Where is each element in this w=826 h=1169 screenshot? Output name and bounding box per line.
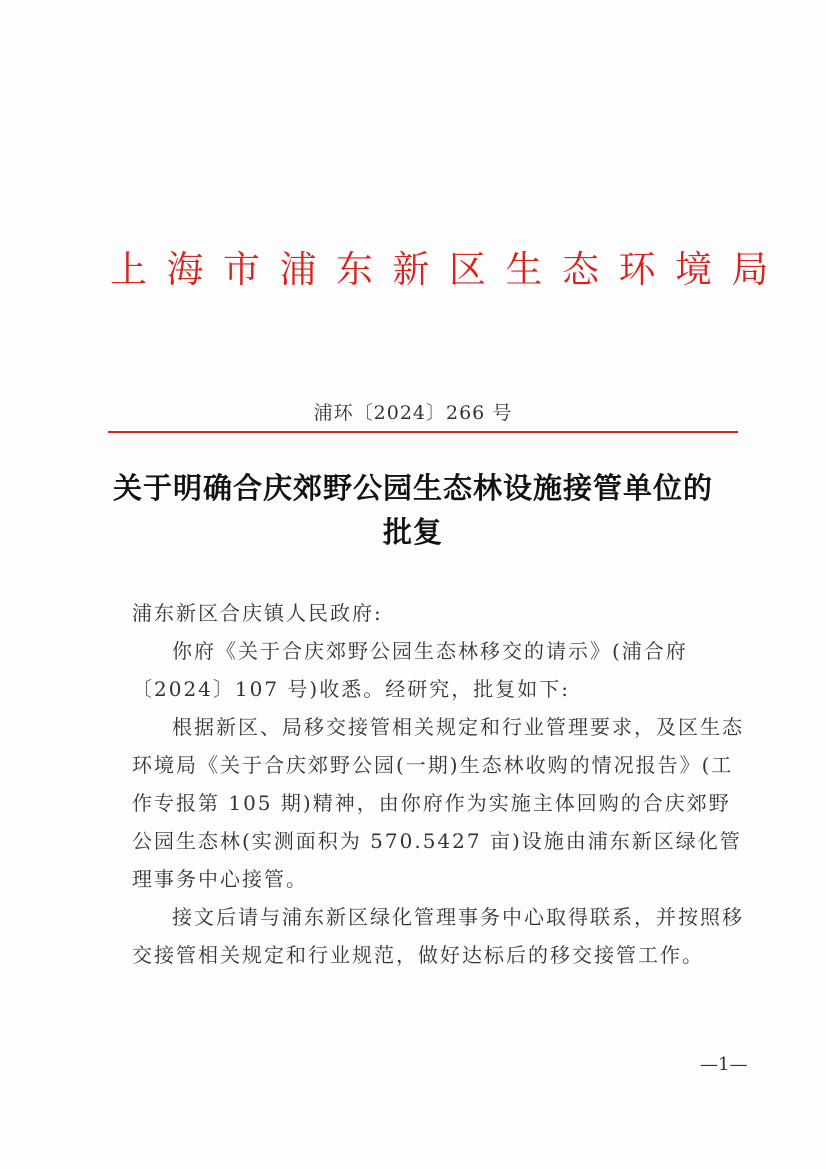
agency-name: 上海市浦东新区生态环境局 xyxy=(110,248,788,291)
title-line-1: 关于明确合庆郊野公园生态林设施接管单位的 xyxy=(112,471,713,505)
salutation: 浦东新区合庆镇人民政府: xyxy=(132,601,383,625)
document-title xyxy=(80,466,746,554)
paragraph-2: 根据新区、局移交接管相关规定和行业管理要求，及区生态环境局《关于合庆郊野公园(一期)生态林收购的情况报告》(工作专报第 105 期)精神，由你府作为实施主体回购的合庆郊野公园生态林(实测面积为 570.5427 亩)设施由浦东新区绿化管理事务中心接管。 xyxy=(132,715,744,891)
title-line-2: 批复 xyxy=(382,515,443,549)
document-number: 浦环〔2024〕266 号 xyxy=(313,402,513,424)
paragraph-3: 接文后请与浦东新区绿化管理事务中心取得联系，并按照移交接管相关规定和行业规范，做好达标后的移交接管工作。 xyxy=(132,905,744,967)
red-divider xyxy=(108,431,738,433)
document-body xyxy=(132,594,748,974)
page-number: —1— xyxy=(700,1054,748,1075)
paragraph-1: 你府《关于合庆郊野公园生态林移交的请示》(浦合府〔2024〕107 号)收悉。经研究，批复如下: xyxy=(132,639,688,701)
